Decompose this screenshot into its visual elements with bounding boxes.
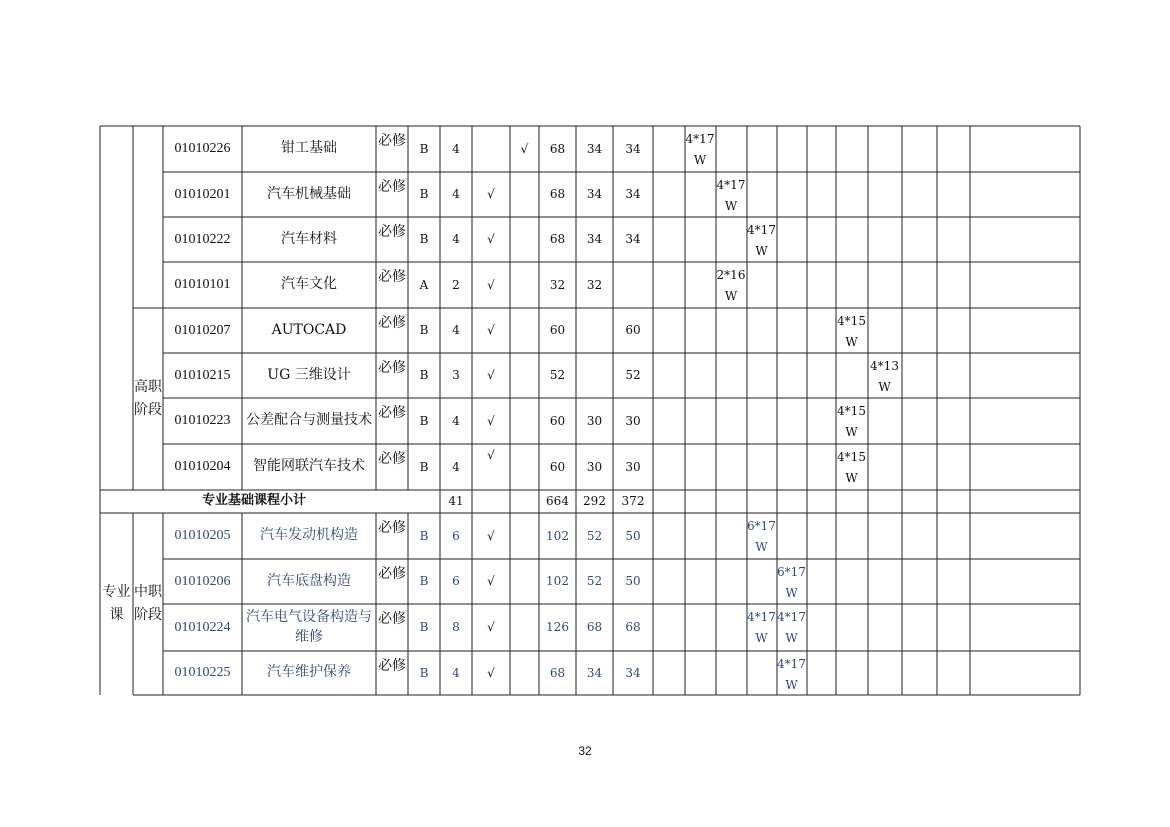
- check-mark: [510, 513, 539, 559]
- weekly-hours: 2*16 W: [716, 268, 746, 303]
- course-name: 汽车底盘构造: [267, 572, 351, 589]
- course-name: 智能网联汽车技术: [253, 458, 365, 475]
- total-hours: 126: [546, 620, 569, 635]
- course-kind: B: [419, 665, 429, 680]
- practice-hours: 30: [625, 413, 641, 428]
- theory-hours: 34: [586, 141, 603, 156]
- course-code: 01010215: [174, 367, 231, 383]
- credits: 4: [452, 459, 460, 474]
- weekly-hours: 4*17 W: [685, 132, 715, 167]
- weekly-hours: 4*15 W: [837, 404, 866, 439]
- course-code: 01010224: [174, 619, 231, 635]
- course-type: 必修: [378, 520, 406, 536]
- course-code: 01010222: [174, 231, 231, 247]
- course-type: 必修: [378, 658, 406, 674]
- theory-hours: 68: [586, 620, 603, 635]
- subtotal-total: 664: [546, 494, 569, 509]
- check-mark: √: [487, 323, 495, 338]
- check-mark: [510, 398, 539, 444]
- check-mark: √: [487, 277, 495, 292]
- theory-hours: 34: [586, 232, 603, 247]
- course-type: 必修: [378, 360, 406, 376]
- course-type: 必修: [378, 269, 406, 285]
- check-mark: √: [487, 620, 495, 635]
- course-code: 01010101: [174, 277, 231, 293]
- course-kind: B: [419, 459, 429, 474]
- practice-hours: [613, 262, 653, 308]
- course-kind: A: [419, 277, 429, 292]
- theory-hours: [576, 308, 613, 353]
- theory-hours: 30: [586, 459, 603, 474]
- course-kind: B: [419, 528, 429, 543]
- course-type: 必修: [378, 611, 406, 627]
- check-mark: [472, 126, 510, 172]
- theory-hours: 30: [586, 413, 603, 428]
- course-code: 01010207: [174, 322, 231, 338]
- subtotal-theory: 292: [583, 494, 606, 509]
- course-kind: B: [419, 574, 429, 589]
- weekly-hours: 4*15 W: [837, 450, 866, 485]
- category-label: 专业课: [102, 583, 131, 623]
- course-code: 01010226: [174, 141, 231, 157]
- weekly-hours: 4*17 W: [747, 223, 776, 258]
- total-hours: 68: [549, 232, 566, 247]
- total-hours: 52: [549, 368, 566, 383]
- course-kind: B: [419, 323, 429, 338]
- course-name: UG 三维设计: [267, 366, 351, 383]
- course-name: 汽车维护保养: [267, 664, 351, 681]
- check-mark: √: [487, 528, 495, 543]
- credits: 4: [452, 232, 460, 247]
- course-name: 汽车电气设备构造与维修: [246, 608, 372, 645]
- weekly-hours: 4*17 W: [716, 178, 746, 213]
- practice-hours: 34: [625, 187, 641, 202]
- course-code: 01010201: [174, 186, 231, 202]
- practice-hours: 68: [625, 620, 641, 635]
- check-mark: [510, 308, 539, 353]
- check-mark: √: [487, 665, 495, 680]
- check-mark: √: [487, 413, 495, 428]
- check-mark: [510, 353, 539, 398]
- course-name: 汽车文化: [281, 276, 337, 293]
- course-code: 01010225: [174, 665, 231, 681]
- course-kind: B: [419, 620, 429, 635]
- check-mark: √: [487, 368, 495, 383]
- theory-hours: 34: [586, 665, 603, 680]
- course-name: 钳工基础: [281, 140, 337, 157]
- stage-label-higher: 高职阶段: [134, 378, 162, 418]
- total-hours: 60: [549, 323, 566, 338]
- check-mark: [510, 444, 539, 490]
- total-hours: 68: [549, 665, 566, 680]
- course-kind: B: [419, 232, 429, 247]
- total-hours: 68: [549, 187, 566, 202]
- credits: 2: [452, 277, 460, 292]
- weekly-hours: 4*17 W: [777, 610, 806, 645]
- total-hours: 68: [549, 141, 566, 156]
- credits: 4: [452, 323, 460, 338]
- course-type: 必修: [378, 133, 406, 149]
- practice-hours: 34: [625, 665, 641, 680]
- check-mark: [510, 651, 539, 695]
- course-kind: B: [419, 187, 429, 202]
- course-code: 01010223: [174, 413, 231, 429]
- weekly-hours: 4*17 W: [777, 657, 806, 692]
- credits: 4: [452, 413, 460, 428]
- check-mark: [510, 604, 539, 651]
- practice-hours: 50: [625, 574, 641, 589]
- subtotal-label: 专业基础课程小计: [201, 493, 306, 509]
- total-hours: 60: [549, 413, 566, 428]
- check-mark: √: [487, 187, 495, 202]
- course-name: 公差配合与测量技术: [246, 412, 372, 429]
- check-mark: [510, 262, 539, 308]
- page-number: 32: [578, 744, 592, 758]
- weekly-hours: 6*17 W: [747, 519, 776, 554]
- credits: 8: [452, 620, 460, 635]
- credits: 4: [452, 141, 460, 156]
- course-type: 必修: [378, 451, 406, 467]
- check-mark: [510, 559, 539, 604]
- check-mark: √: [520, 141, 529, 156]
- check-mark: √: [487, 448, 495, 462]
- course-type: 必修: [378, 405, 406, 421]
- course-code: 01010204: [174, 459, 231, 475]
- check-mark: √: [487, 574, 495, 589]
- course-type: 必修: [378, 566, 406, 582]
- total-hours: 102: [546, 574, 569, 589]
- weekly-hours: 4*13 W: [870, 359, 899, 394]
- course-kind: B: [419, 141, 429, 156]
- course-type: 必修: [378, 179, 406, 195]
- course-type: 必修: [378, 315, 406, 331]
- course-kind: B: [419, 413, 429, 428]
- credits: 6: [452, 574, 460, 589]
- total-hours: 32: [549, 277, 566, 292]
- subtotal-practice: 372: [621, 494, 645, 509]
- theory-hours: 52: [586, 574, 603, 589]
- stage-label-secondary: 中职阶段: [134, 583, 162, 623]
- total-hours: 60: [549, 459, 566, 474]
- practice-hours: 34: [625, 141, 641, 156]
- credits: 4: [452, 187, 460, 202]
- theory-hours: 34: [586, 187, 603, 202]
- practice-hours: 60: [625, 323, 641, 338]
- total-hours: 102: [546, 528, 569, 543]
- course-type: 必修: [378, 224, 406, 240]
- course-name: 汽车机械基础: [267, 185, 351, 202]
- course-name: AUTOCAD: [271, 321, 347, 338]
- check-mark: √: [487, 232, 495, 247]
- theory-hours: 32: [586, 277, 603, 292]
- weekly-hours: 6*17 W: [777, 565, 806, 600]
- subtotal-credits: 41: [448, 494, 464, 509]
- practice-hours: 52: [625, 368, 641, 383]
- practice-hours: 34: [625, 232, 641, 247]
- course-name: 汽车材料: [281, 230, 337, 247]
- weekly-hours: 4*17 W: [747, 610, 776, 645]
- credits: 3: [452, 368, 460, 383]
- practice-hours: 50: [625, 528, 641, 543]
- course-name: 汽车发动机构造: [260, 527, 358, 544]
- course-kind: B: [419, 368, 429, 383]
- theory-hours: [576, 353, 613, 398]
- weekly-hours: 4*15 W: [837, 314, 866, 349]
- check-mark: [510, 217, 539, 262]
- course-code: 01010206: [174, 573, 231, 589]
- check-mark: [510, 172, 539, 217]
- credits: 6: [452, 528, 460, 543]
- practice-hours: 30: [625, 459, 641, 474]
- credits: 4: [452, 665, 460, 680]
- course-code: 01010205: [174, 528, 231, 544]
- theory-hours: 52: [586, 528, 603, 543]
